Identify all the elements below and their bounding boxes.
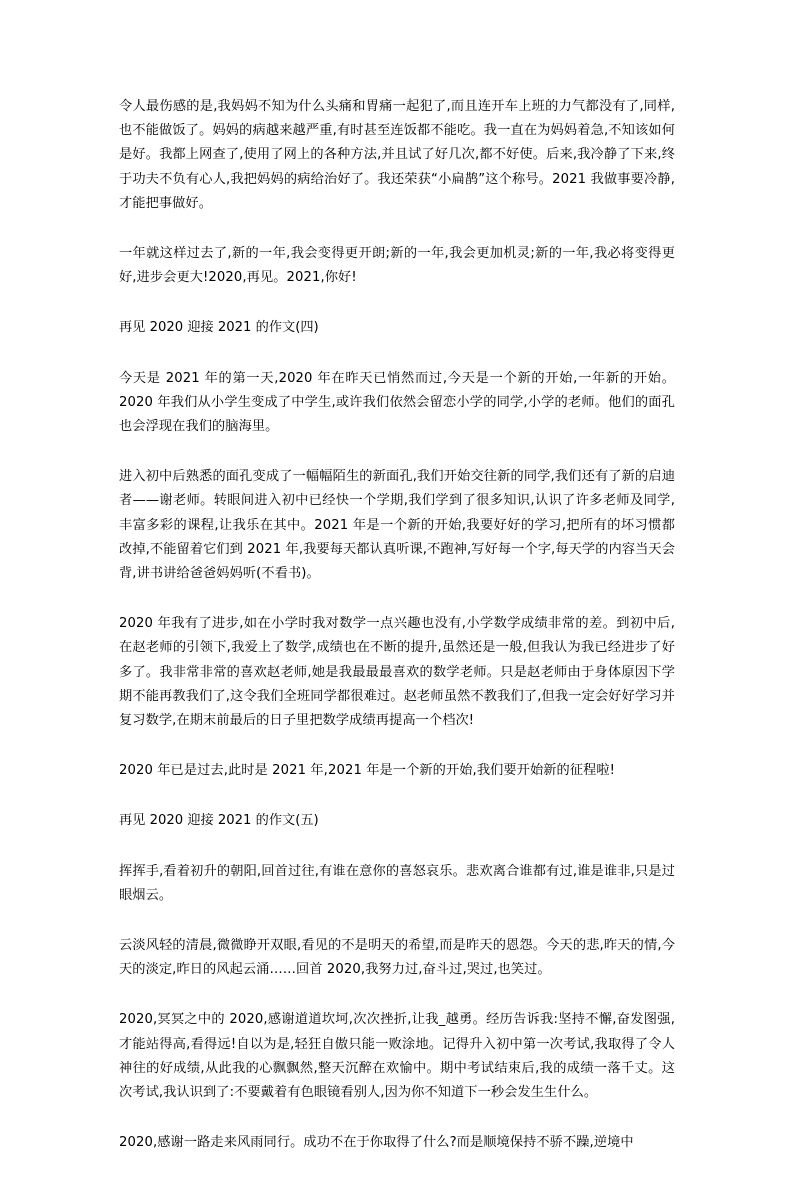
paragraph-5: 2020 年我有了进步,如在小学时我对数学一点兴趣也没有,小学数学成绩非常的差。到初中后,在赵老师的引领下,我爱上了数学,成绩也在不断的提升,虽然还是一般,但我认为我已经进步了好多了。我非常非常的喜欢赵老师,她是我最最最喜欢的数学老师。只是赵老师由于身体原因下学期不能再教我们了,这令我们全班同学都很难过。赵老师虽然不教我们了,但我一定会好好学习并复习数学,在期末前最后的日子里把数学成绩再提高一个档次! xyxy=(119,616,675,729)
paragraph-6: 2020 年已是过去,此时是 2021 年,2021 年是一个新的开始,我们要开始新的征程啦! xyxy=(119,763,616,779)
paragraph-4: 进入初中后熟悉的面孔变成了一幅幅陌生的新面孔,我们开始交往新的同学,我们还有了新的启迪者——谢老师。转眼间进入初中已经快一个学期,我们学到了很多知识,认识了许多老师及同学,丰富多彩的课程,让我乐在其中。2021 年是一个新的开始,我要好好的学习,把所有的坏习惯都改掉,不能留着它们到 2021 年,我要每天都认真听课,不跑神,写好每一个字,每天学的内容当天会背,讲书讲给爸爸妈妈听(不看书)。 xyxy=(119,469,675,582)
document-page xyxy=(119,95,675,1182)
paragraph-2: 一年就这样过去了,新的一年,我会变得更开朗;新的一年,我会更加机灵;新的一年,我必将变得更好,进步会更大!2020,再见。2021,你好! xyxy=(119,246,675,286)
paragraph-10: 2020,感谢一路走来风雨同行。成功不在于你取得了什么?而是顺境保持不骄不躁,逆境中 xyxy=(119,1135,634,1151)
paragraph-1: 令人最伤感的是,我妈妈不知为什么头痛和胃痛一起犯了,而且连开车上班的力气都没有了,同样,也不能做饭了。妈妈的病越来越严重,有时甚至连饭都不能吃。我一直在为妈妈着急,不知该如何是好。我都上网查了,使用了网上的各种方法,并且试了好几次,都不好使。后来,我冷静了下来,终于功夫不负有心人,我把妈妈的病给治好了。我还荣获“小扁鹊”这个称号。2021 我做事要冷静,才能把事做好。 xyxy=(119,99,675,211)
paragraph-7: 挥挥手,看着初升的朝阳,回首过往,有谁在意你的喜怒哀乐。悲欢离合谁都有过,谁是谁非,只是过眼烟云。 xyxy=(119,863,675,903)
paragraph-3: 今天是 2021 年的第一天,2020 年在昨天已悄然而过,今天是一个新的开始,一年新的开始。2020 年我们从小学生变成了中学生,或许我们依然会留恋小学的同学,小学的老师。他们的面孔也会浮现在我们的脑海里。 xyxy=(119,370,675,435)
paragraph-9: 2020,冥冥之中的 2020,感谢道道坎坷,次次挫折,让我_越勇。经历告诉我:坚持不懈,奋发图强,才能站得高,看得远!自以为是,轻狂自傲只能一败涂地。记得升入初中第一次考试,我取得了令人神往的好成绩,从此我的心飘飘然,整天沉醉在欢愉中。期中考试结束后,我的成绩一落千丈。这次考试,我认识到了:不要戴着有色眼镜看别人,因为你不知道下一秒会发生生什么。 xyxy=(119,1012,675,1101)
paragraph-8: 云淡风轻的清晨,微微睁开双眼,看见的不是明天的希望,而是昨天的恩怨。今天的悲,昨天的情,今天的淡定,昨日的风起云涌……回首 2020,我努力过,奋斗过,哭过,也笑过。 xyxy=(119,938,675,978)
section-heading-5: 再见 2020 迎接 2021 的作文(五) xyxy=(119,813,319,829)
section-heading-4: 再见 2020 迎接 2021 的作文(四) xyxy=(119,320,319,336)
